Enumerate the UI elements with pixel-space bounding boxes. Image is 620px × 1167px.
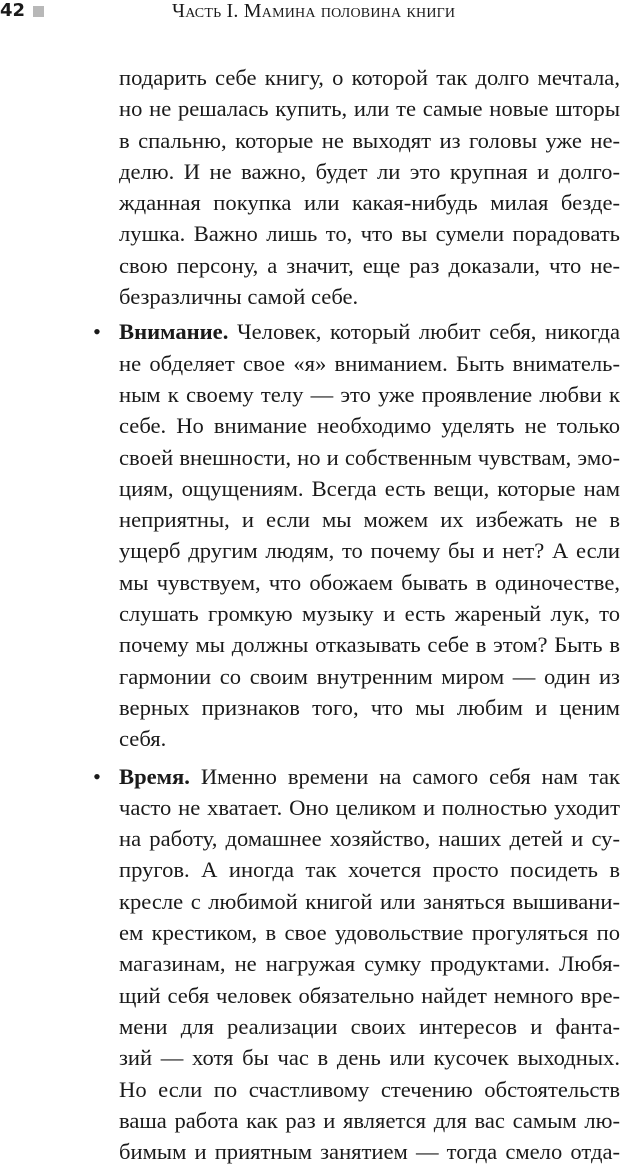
text-line: гармонии со своим внутренним миром — один из	[119, 663, 620, 689]
page-number: 42	[0, 0, 26, 21]
text-line: ем крестиком, в свое удовольствие прогуляться по	[119, 920, 620, 946]
text-line: не обделяет свое «я» вниманием. Быть вниматель-	[119, 350, 620, 376]
text-line: но не решалась купить, или те самые новые шторы	[119, 96, 620, 122]
text-line: делю. И не важно, будет ли это крупная и долго-	[119, 158, 620, 184]
text-line: • Внимание. Человек, который любит себя, никогда	[119, 316, 620, 347]
text-line: мы чувствуем, что обожаем бывать в одиночестве,	[119, 569, 620, 595]
bullet-marker: •	[93, 319, 101, 345]
page-body	[0, 62, 620, 1167]
bullet-marker: •	[93, 763, 101, 789]
text-line: себя.	[119, 726, 167, 752]
text-line: безразличны самой себе.	[119, 284, 359, 310]
text-line: почему мы должны отказывать себе в этом? Быть в	[119, 632, 620, 658]
text-line: ущерб другим людям, то почему бы и нет? А если	[119, 538, 620, 564]
text-line: ваша работа как раз и является для вас самым лю-	[119, 1107, 620, 1133]
text-line: пругов. А иногда так хочется просто посидеть в	[119, 857, 620, 883]
text-line: часто не хватает. Оно целиком и полностью уходит	[119, 794, 620, 820]
bullet-term: Время.	[119, 763, 190, 789]
text-line: на работу, домашнее хозяйство, наших детей и су-	[119, 826, 620, 852]
header-square-ornament	[33, 6, 44, 17]
bullet-term: Внимание.	[119, 319, 229, 345]
continued-paragraph	[0, 62, 620, 312]
text-line: Но если по счастливому стечению обстоятельств	[119, 1076, 620, 1102]
text-line: магазинам, не нагружая сумку продуктами. Любя-	[119, 951, 620, 977]
text-line: неприятны, и если мы можем их избежать не в	[119, 507, 620, 533]
text-line: кресле с любимой книгой или заняться вышивани-	[119, 888, 620, 914]
text-line: верных признаков того, что мы любим и ценим	[119, 694, 620, 720]
text-line: себе. Но внимание необходимо уделять не только	[119, 413, 620, 439]
text-line: щий себя человек обязательно найдет немного вре-	[119, 982, 620, 1008]
page-header	[0, 0, 620, 30]
text-line: зий — хотя бы час в день или кусочек выходных.	[119, 1045, 620, 1071]
text-line: в спальню, которые не выходят из головы уже не-	[119, 127, 620, 153]
text-line: ным к своему телу — это уже проявление любви к	[119, 381, 620, 407]
text-line: • Время. Именно времени на самого себя нам так	[119, 761, 620, 792]
text-line: подарить себе книгу, о которой так долго мечтала,	[119, 65, 620, 90]
running-title: Часть I. Мамина половина книги	[172, 0, 456, 22]
bullet-item-time	[0, 761, 620, 1167]
text-line: мени для реализации своих интересов и фанта-	[119, 1013, 620, 1039]
text-line: слушать громкую музыку и есть жареный лук, то	[119, 601, 620, 627]
text-line: своей внешности, но и собственным чувствам, эмо-	[119, 444, 620, 470]
text-line: лушка. Важно лишь то, что вы сумели порадовать	[119, 221, 620, 247]
bullet-item-attention	[0, 316, 620, 754]
text-line: циям, ощущениям. Всегда есть вещи, которые нам	[119, 475, 620, 501]
text-line: жданная покупка или какая-нибудь милая безде-	[119, 190, 620, 216]
text-line: бимым и приятным занятием — тогда смело отда-	[119, 1139, 620, 1165]
text-line: свою персону, а значит, еще раз доказали, что не-	[119, 252, 620, 278]
